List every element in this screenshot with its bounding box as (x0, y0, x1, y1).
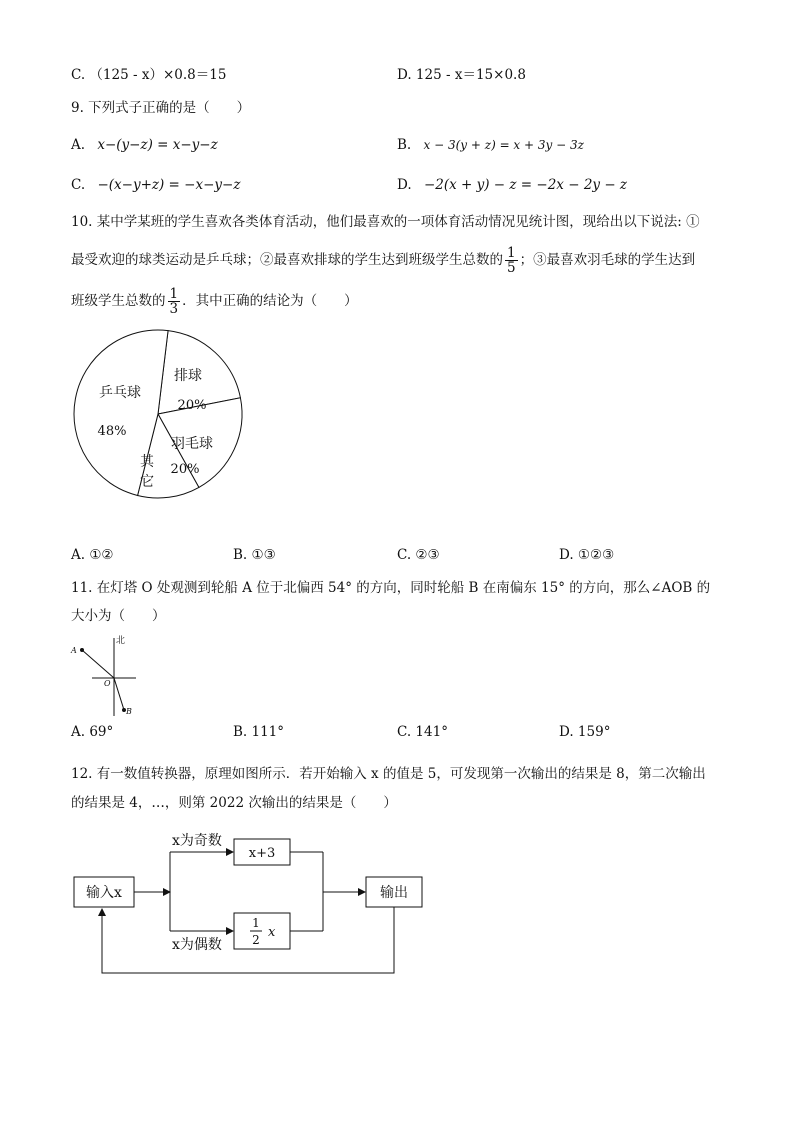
q10-option-a: A. ①② (71, 547, 114, 563)
q9-option-b-expr: x − 3(y + z) = x + 3y − 3z (423, 138, 584, 152)
q12-line1: 12. 有一数值转换器，原理如图所示．若开始输入 x 的值是 5，可发现第一次输出的结果是 8，第二次输出 (71, 766, 706, 782)
q10-fraction-1-5 (505, 246, 518, 275)
pie-chart (70, 327, 250, 503)
q10-line2-pre: 最受欢迎的球类运动是乒乓球；②最喜欢排球的学生达到班级学生总数的 (71, 252, 503, 268)
q9-option-c-expr: −(x−y+z) = −x−y−z (97, 177, 241, 193)
pie-value-badminton: 20% (170, 462, 200, 477)
feedback-loop (102, 907, 394, 973)
q9-option-d-label: D. (397, 177, 412, 193)
q9-option-b (397, 136, 584, 154)
pie-label-other-2: 它 (140, 474, 154, 490)
q12-flow-diagram (70, 825, 430, 980)
even-label: x为偶数 (172, 937, 222, 953)
pie-label-volleyball: 排球 (174, 368, 202, 384)
label-north: 北 (116, 636, 126, 646)
q10-line3 (71, 281, 358, 321)
q8-option-d: D. 125 - x＝15×0.8 (397, 67, 526, 83)
pie-label-pingpong: 乒乓球 (99, 385, 141, 401)
even-frac-den: 2 (252, 933, 260, 947)
pie-value-pingpong: 48% (97, 424, 127, 439)
point-a (80, 648, 84, 652)
q9-option-b-label: B. (397, 137, 412, 153)
even-var: x (268, 925, 276, 940)
q10-line1: 10. 某中学某班的学生喜欢各类体育活动，他们最喜欢的一项体育活动情况见统计图，现给出以下说法: ① (71, 214, 700, 230)
q11-option-c: C. 141° (397, 724, 448, 740)
q10-line3-post: ．其中正确的结论为（ ） (182, 293, 358, 309)
output-label: 输出 (380, 885, 408, 901)
q11-option-a: A. 69° (71, 724, 114, 740)
q11-line2: 大小为（ ） (71, 608, 166, 624)
q10-fraction-1-3 (168, 287, 181, 316)
pie-label-other-1: 其 (140, 454, 154, 470)
q11-line1: 11. 在灯塔 O 处观测到轮船 A 位于北偏西 54° 的方向，同时轮船 B 在南偏东 15° 的方向，那么∠AOB 的 (71, 580, 711, 596)
q11-figure (68, 632, 138, 718)
pie-label-badminton: 羽毛球 (171, 436, 213, 452)
q10-line2 (71, 240, 695, 280)
q9-option-d (397, 176, 627, 194)
q10-option-c: C. ②③ (397, 547, 440, 563)
q10-line2-post: ；③最喜欢羽毛球的学生达到 (519, 252, 696, 268)
q9-option-c-label: C. (71, 177, 86, 193)
odd-label: x为奇数 (172, 833, 222, 849)
q10-line3-pre: 班级学生总数的 (71, 293, 166, 309)
q12-line2: 的结果是 4，…，则第 2022 次输出的结果是（ ） (71, 795, 397, 811)
q9-option-c (71, 176, 240, 194)
q9-option-a (71, 136, 218, 154)
ray-oa (82, 650, 114, 678)
q8-option-c: C. （125 - x）×0.8＝15 (71, 67, 227, 83)
q10-frac2-num: 1 (169, 286, 179, 302)
q11-option-d: D. 159° (559, 724, 611, 740)
input-label: 输入x (86, 885, 122, 901)
q10-frac1-num: 1 (507, 245, 516, 261)
q10-frac1-den: 5 (507, 260, 516, 276)
q11-option-b: B. 111° (233, 724, 285, 740)
even-frac-num: 1 (252, 916, 260, 930)
q9-option-a-expr: x−(y−z) = x−y−z (97, 137, 218, 153)
q9-stem: 9. 下列式子正确的是（ ） (71, 100, 251, 116)
q10-option-d: D. ①②③ (559, 547, 615, 563)
q9-option-d-expr: −2(x + y) − z = −2x − 2y − z (423, 177, 628, 193)
q10-frac2-den: 3 (169, 301, 179, 317)
label-o: O (104, 679, 111, 688)
label-b: B (126, 707, 132, 716)
q9-option-a-label: A. (71, 137, 86, 153)
pie-value-volleyball: 20% (177, 398, 207, 413)
odd-op-label: x+3 (248, 846, 276, 861)
q10-option-b: B. ①③ (233, 547, 276, 563)
label-a: A (71, 646, 77, 655)
ray-ob (114, 678, 124, 710)
